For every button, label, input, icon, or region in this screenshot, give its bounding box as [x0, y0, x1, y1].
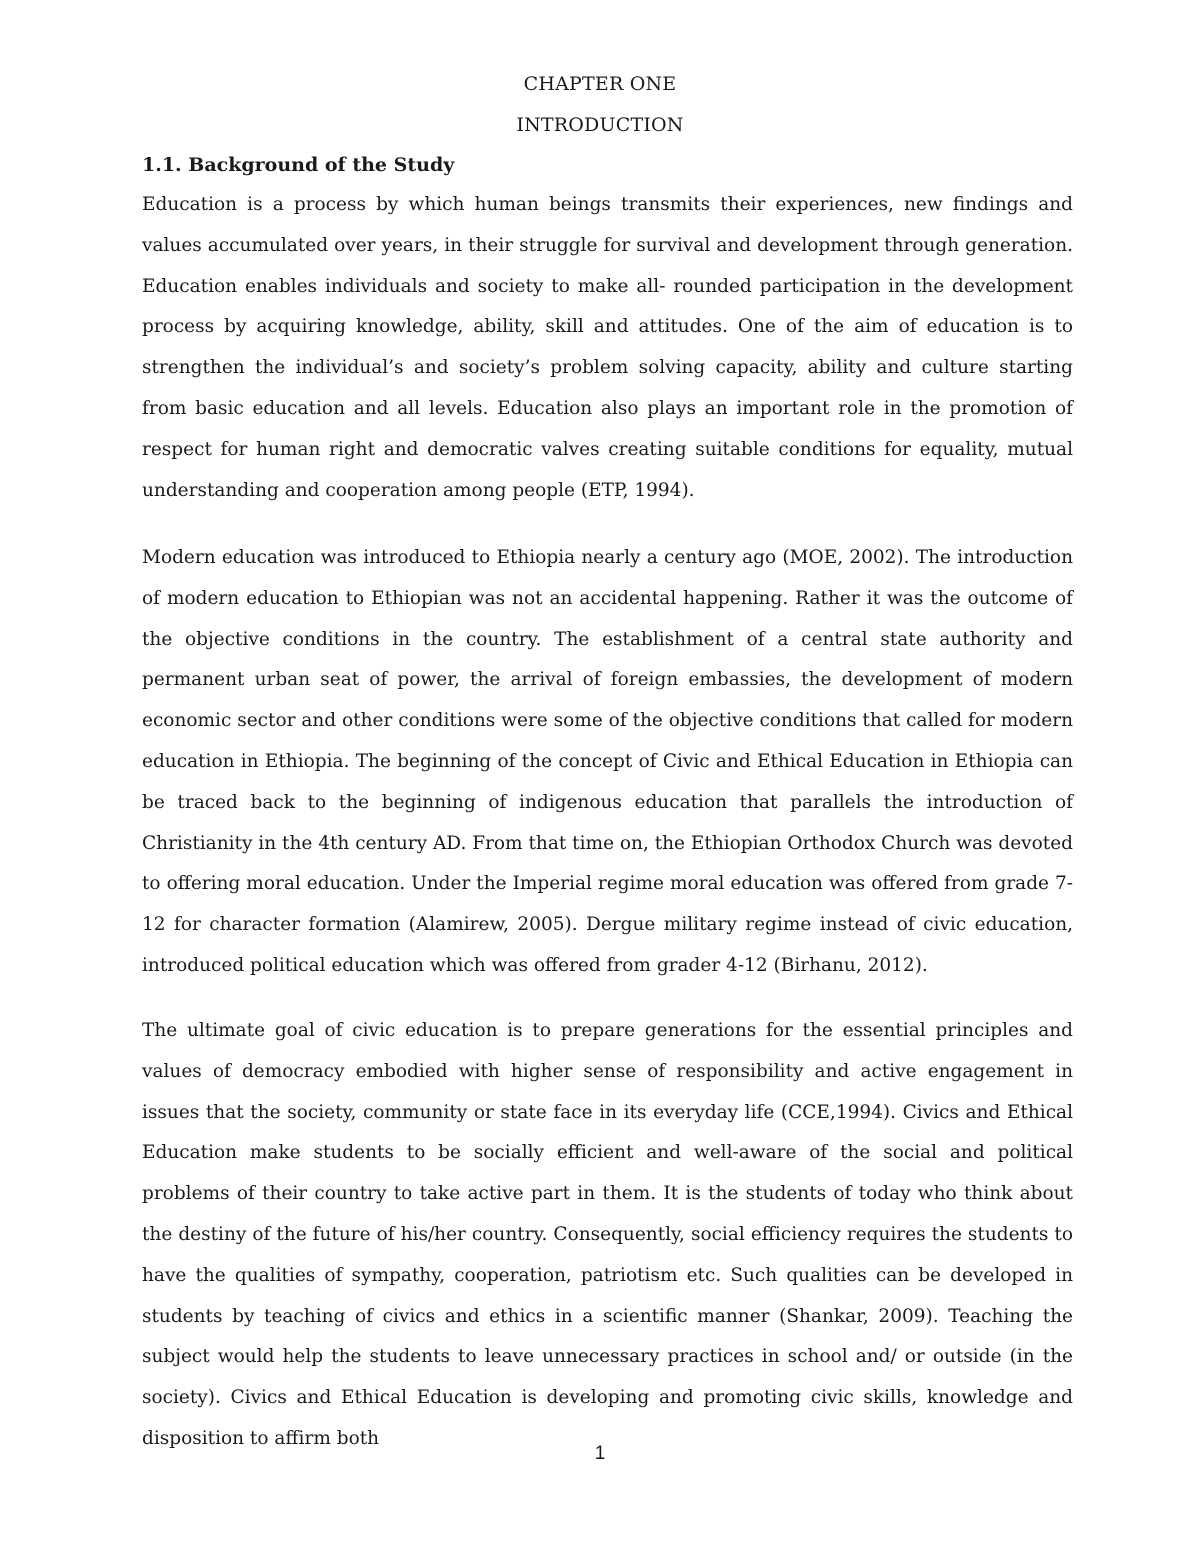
chapter-title: CHAPTER ONE: [523, 73, 677, 95]
paragraph-1: Education is a process by which human beings transmits their experiences, new findings and values accumulated over years, in their struggle for survival and development through generation. Education enables individuals and society to make all- rounded participation in the development process by acquiring knowledge, ability, skill and attitudes. One of the aim of education is to strengthen the individual’s and society’s problem solving capacity, ability and culture starting from basic education and all levels. Education also plays an important role in the promotion of respect for human right and democratic valves creating suitable conditions for equality, mutual understanding and cooperation among people (ETP, 1994).: [142, 194, 1073, 501]
section-heading: 1.1. Background of the Study: [142, 154, 455, 176]
chapter-subtitle: INTRODUCTION: [516, 114, 684, 136]
paragraph-3: The ultimate goal of civic education is to prepare generations for the essential principles and values of democracy embodied with higher sense of responsibility and active engagement in issues that the society, community or state face in its everyday life (CCE,1994). Civics and Ethical Education make students to be socially efficient and well-aware of the social and political problems of their country to take active part in them. It is the students of today who think about the destiny of the future of his/her country. Consequently, social efficiency requires the students to have the qualities of sympathy, cooperation, patriotism etc. Such qualities can be developed in students by teaching of civics and ethics in a scientific manner (Shankar, 2009). Teaching the subject would help the students to leave unnecessary practices in school and/ or outside (in the society). Civics and Ethical Education is developing and promoting civic skills, knowledge and disposition to affirm both: [142, 1020, 1073, 1449]
paragraph-2: Modern education was introduced to Ethiopia nearly a century ago (MOE, 2002). The introduction of modern education to Ethiopian was not an accidental happening. Rather it was the outcome of the objective conditions in the country. The establishment of a central state authority and permanent urban seat of power, the arrival of foreign embassies, the development of modern economic sector and other conditions were some of the objective conditions that called for modern education in Ethiopia. The beginning of the concept of Civic and Ethical Education in Ethiopia can be traced back to the beginning of indigenous education that parallels the introduction of Christianity in the 4th century AD. From that time on, the Ethiopian Orthodox Church was devoted to offering moral education. Under the Imperial regime moral education was offered from grade 7-12 for character formation (Alamirew, 2005). Dergue military regime instead of civic education, introduced political education which was offered from grader 4-12 (Birhanu, 2012).: [142, 547, 1073, 976]
page-number: 1: [594, 1443, 606, 1464]
